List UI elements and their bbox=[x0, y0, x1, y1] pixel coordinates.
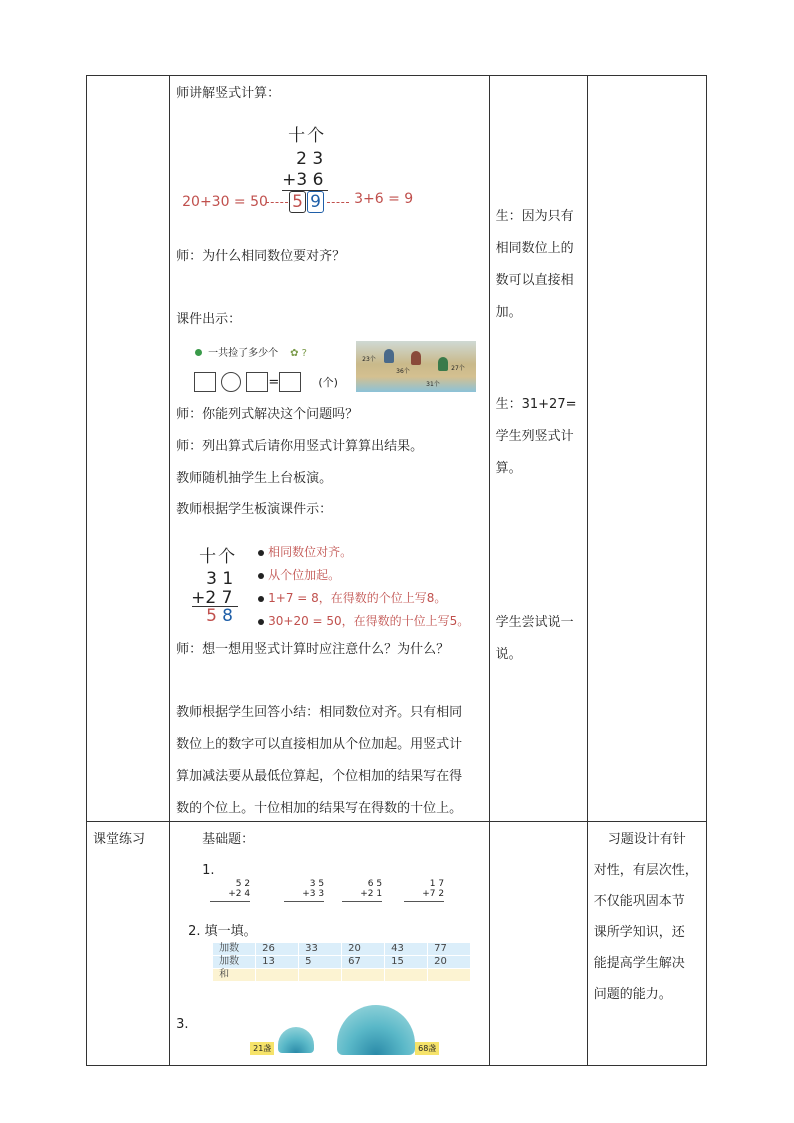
blank-box bbox=[279, 372, 301, 392]
blank-circle bbox=[221, 372, 241, 392]
ones-note: 3+6 = 9 bbox=[354, 191, 414, 207]
vertical-problem: 3 5 +3 3 bbox=[284, 879, 324, 902]
row2-label-cell bbox=[87, 822, 170, 1066]
rule-item: 从个位加起。 bbox=[258, 567, 340, 583]
shell-icon: ✿ ? bbox=[290, 348, 307, 359]
courseware-label: 课件出示： bbox=[176, 312, 242, 327]
vertical-problem: 6 5 +2 1 bbox=[342, 879, 382, 902]
green-dot-icon bbox=[195, 349, 202, 356]
exercise-number-3: 3. bbox=[176, 1017, 189, 1032]
equation-template: = (个) bbox=[194, 371, 338, 392]
beach-scene-image: 23个 36个 31个 27个 bbox=[356, 341, 476, 392]
design-notes: 习题设计有针 对性，有层次性， 不仅能巩固本节 课所学知识，还 能提高学生解决 问题的能力。 bbox=[593, 832, 698, 1002]
teacher-explain: 师讲解竖式计算： bbox=[176, 86, 281, 101]
basic-title: 基础题： bbox=[202, 832, 255, 847]
rule-item: 30+20 = 50，在得数的十位上写5。 bbox=[258, 613, 469, 629]
exercise-number-1: 1. bbox=[202, 863, 215, 878]
row1-student-cell: 生：因为只有 相同数位上的 数可以直接相 加。 生：31+27= 学生列竖式计 算。 学生尝试说一 说。 bbox=[489, 76, 587, 822]
row2-student-cell bbox=[489, 822, 587, 1066]
question-align: 师：为什么相同数位要对齐？ bbox=[176, 249, 346, 264]
lesson-table bbox=[86, 75, 707, 1066]
question-calc: 师：列出算式后请你用竖式计算算出结果。 bbox=[176, 439, 424, 454]
peacock-small-icon bbox=[278, 1027, 314, 1053]
tens-answer: 5 bbox=[289, 191, 306, 213]
rule-item: 相同数位对齐。 bbox=[258, 544, 352, 560]
blank-box bbox=[194, 372, 216, 392]
vertical-problem: 5 2 +2 4 bbox=[210, 879, 250, 902]
peacock-large-icon bbox=[337, 1005, 415, 1055]
tens-note: 20+30 = 50 bbox=[182, 194, 268, 210]
ones-answer: 9 bbox=[307, 191, 324, 213]
row1-label-cell bbox=[87, 76, 170, 822]
exercise-number-2: 2. 填一填。 bbox=[188, 924, 257, 939]
random-board: 教师随机抽学生上台板演。 bbox=[176, 471, 333, 486]
row1-content-cell: 师讲解竖式计算： 十个 2 3 +3 6 20+30 = 50 5 9 3+6 = 9 师：为什么相同数位要对齐？ 课件出示： 一共捡了多少个 ✿ ? = (个) 23个 36个 31个 27个 师：你能列式解决这个问题吗？ 师：列出算式后请你用竖式计算算出结果。 教师随机抽学生上台板演。 教师根据学生板演课件示： 十个 3 1 +2 7 5 8 相同数位对齐。 从个位加起。 1+7 = 8，在得数的个位上写8。 30+20 = 50，在得数的十位上写5。 师：想一想用竖式计算时应注意什么？为什么？ 教师根据学生回答小结：相同数位对齐。只有相同 数位上的数字可以直接相加从个位加起。用竖式计 算加减法要从最低位算起，个位相加的结果写在得 数的个位上。十位相加的结果写在得数的十位上。 bbox=[170, 76, 490, 822]
blank-box bbox=[246, 372, 268, 392]
section-label: 课堂练习 bbox=[93, 832, 146, 847]
show-board: 教师根据学生板演课件示： bbox=[176, 502, 333, 517]
fill-table: 加数 26 33 20 43 77 加数 13 5 67 15 20 和 bbox=[212, 942, 471, 982]
rule-item: 1+7 = 8，在得数的个位上写8。 bbox=[258, 590, 446, 606]
question-think: 师：想一想用竖式计算时应注意什么？为什么？ bbox=[176, 642, 450, 657]
vertical-problem: 1 7 +7 2 bbox=[404, 879, 444, 902]
row2-design-cell bbox=[587, 822, 706, 1066]
question-equation: 师：你能列式解决这个问题吗？ bbox=[176, 407, 359, 422]
row1-design-cell bbox=[587, 76, 706, 822]
row2-content-cell: 基础题： 1. 5 2 +2 4 3 5 +3 3 6 5 +2 1 1 7 +7 2 2. 填一填。 加数 26 33 20 43 77 加数 13 5 67 15 20 和 3. 21盏 68盏 bbox=[170, 822, 490, 1066]
